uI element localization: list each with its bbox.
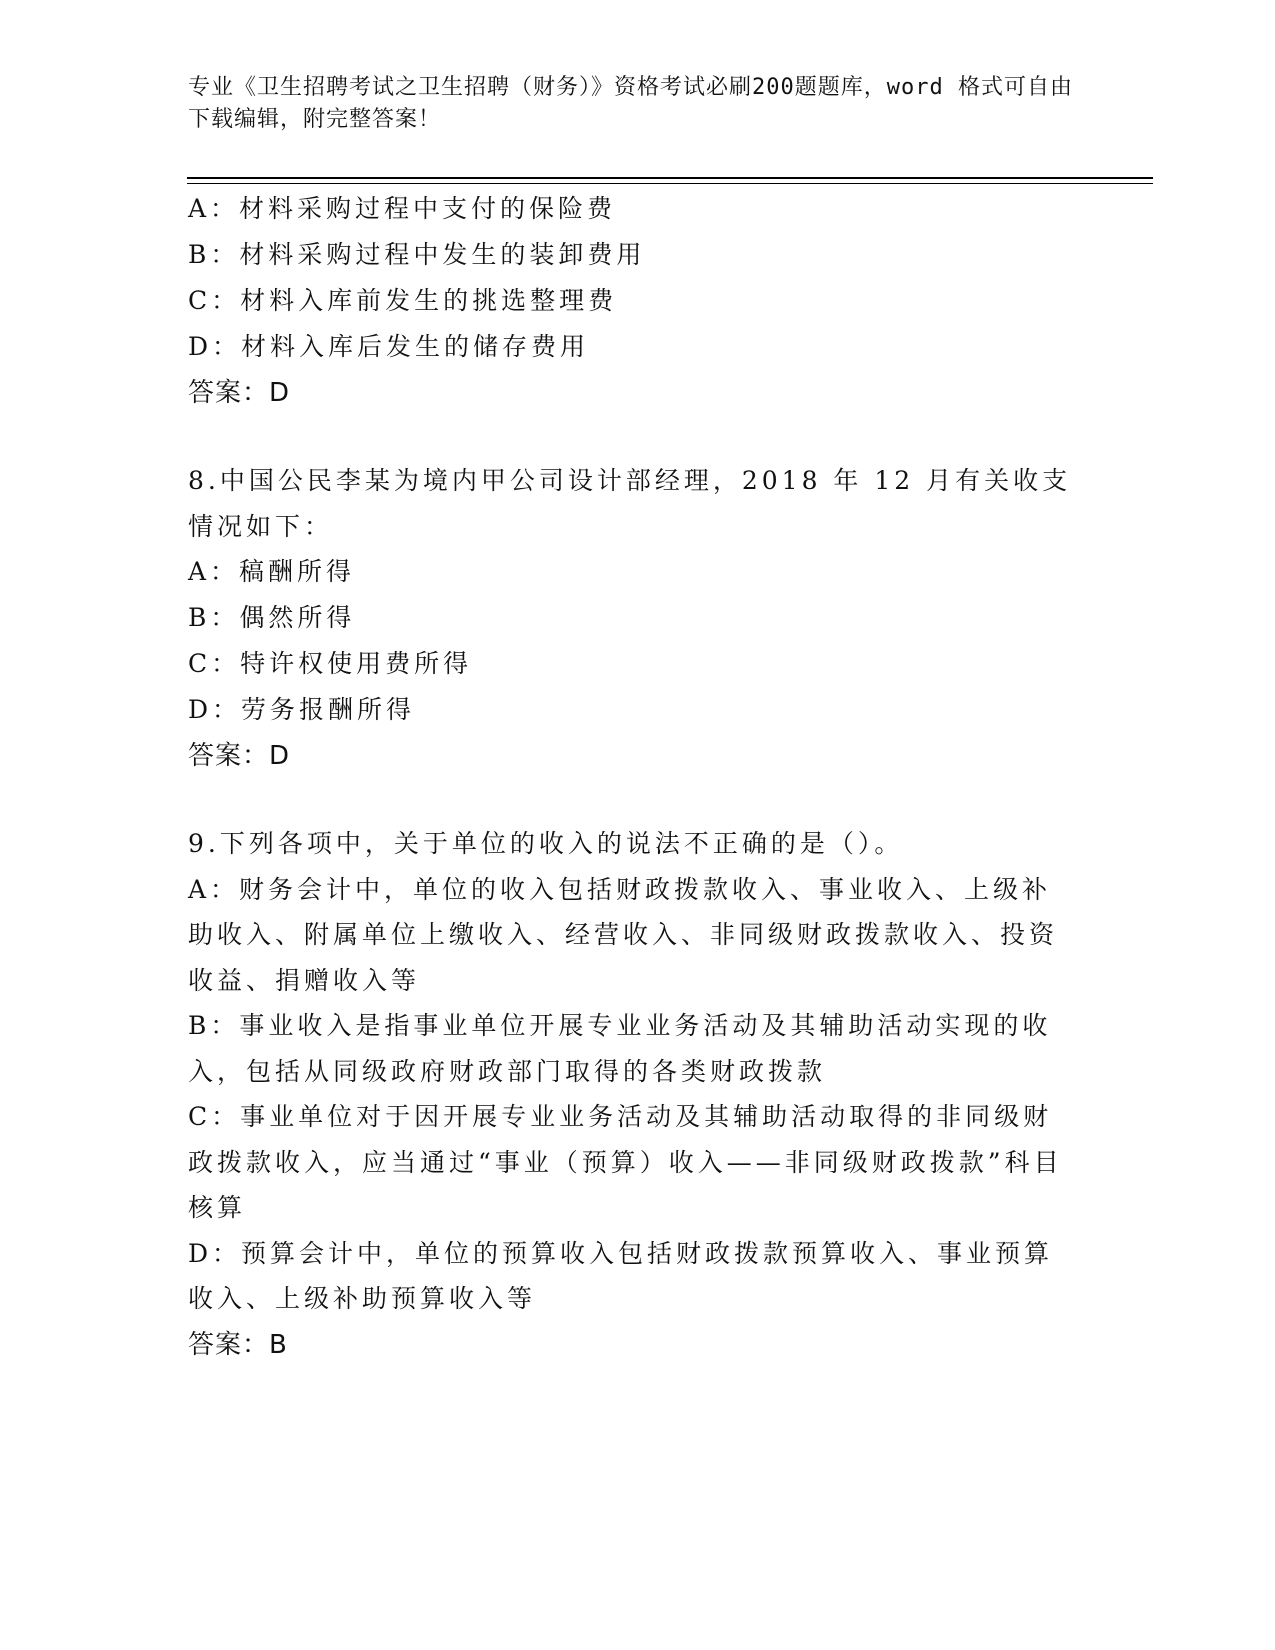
question-block-9	[188, 821, 1078, 1368]
answer-text: 答案：D	[188, 741, 291, 771]
option-d: D：预算会计中，单位的预算收入包括财政拨款预算收入、事业预算收入、上级补助预算收入等	[188, 1238, 1054, 1313]
option-d: D：劳务报酬所得	[188, 695, 416, 724]
answer-text: 答案：B	[188, 1329, 288, 1360]
option-c: C：特许权使用费所得	[188, 649, 473, 678]
question-block-7	[188, 186, 1078, 416]
option-c: C：材料入库前发生的挑选整理费	[188, 286, 618, 315]
document-body	[188, 186, 1078, 1368]
header-rule-thin	[187, 183, 1153, 184]
option-b: B：事业收入是指事业单位开展专业业务活动及其辅助活动实现的收入，包括从同级政府财政部门取得的各类财政拨款	[188, 1011, 1052, 1086]
question-text: 9.下列各项中，关于单位的收入的说法不正确的是（）。	[188, 829, 904, 858]
option-c: C：事业单位对于因开展专业业务活动及其辅助活动取得的非同级财政拨款收入，应当通过“事业（预算）收入——非同级财政拨款”科目核算	[188, 1102, 1063, 1222]
document-header	[188, 72, 1088, 136]
answer-text: 答案：D	[188, 378, 291, 408]
option-a: A：财务会计中，单位的收入包括财政拨款收入、事业收入、上级补助收入、附属单位上缴收入、经营收入、非同级财政拨款收入、投资收益、捐赠收入等	[188, 874, 1059, 995]
option-d: D：材料入库后发生的储存费用	[188, 332, 590, 361]
question-text: 8.中国公民李某为境内甲公司设计部经理，2018 年 12 月有关收支情况如下：	[188, 466, 1072, 541]
header-rule-thick	[187, 177, 1153, 179]
option-b: B：偶然所得	[188, 603, 356, 632]
header-title: 专业《卫生招聘考试之卫生招聘（财务）》资格考试必刷200题题库，word 格式可自由下载编辑，附完整答案！	[188, 75, 1073, 132]
option-a: A：材料采购过程中支付的保险费	[188, 194, 617, 223]
option-a: A：稿酬所得	[188, 557, 356, 586]
question-block-8	[188, 458, 1078, 779]
option-b: B：材料采购过程中发生的装卸费用	[188, 240, 646, 269]
